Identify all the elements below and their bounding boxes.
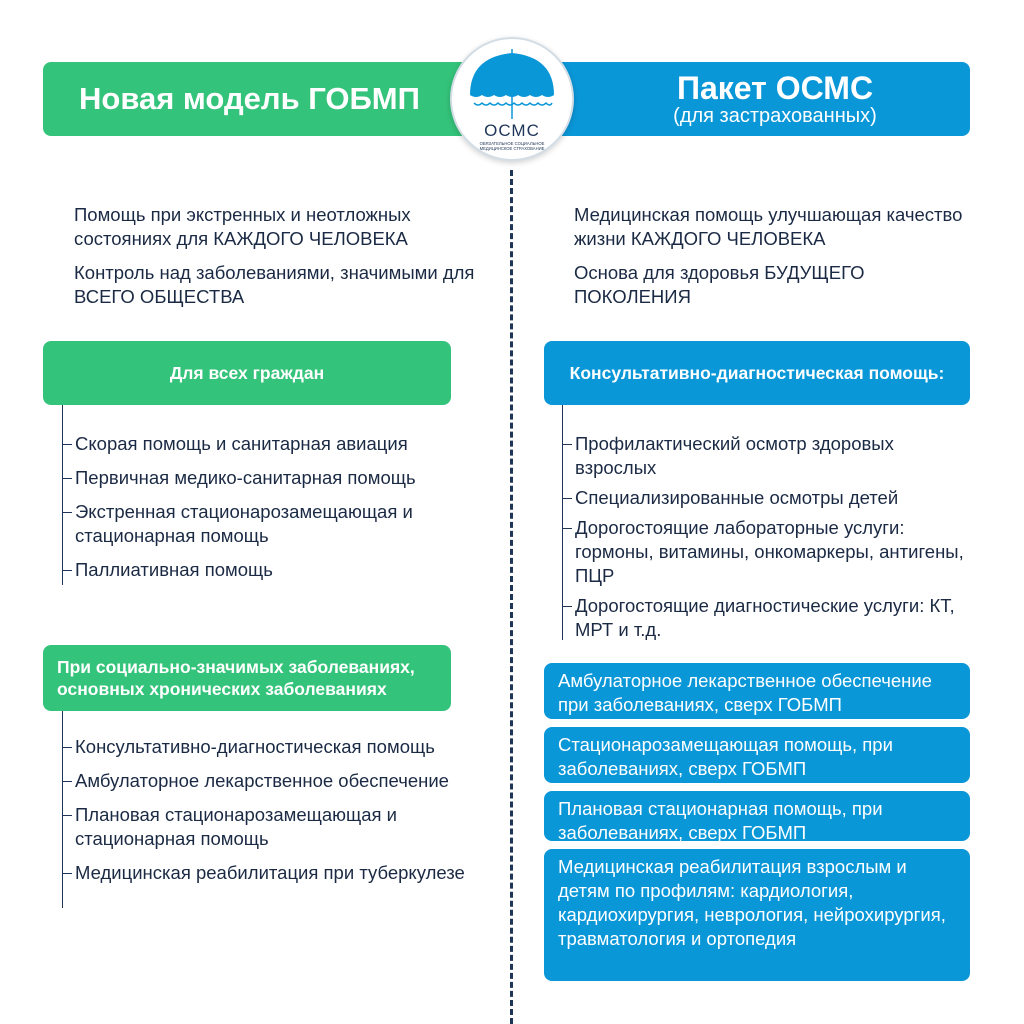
right-section1-title: Консультативно-диагностическая помощь: [569,363,945,383]
right-header-title: Пакет ОСМС [676,70,874,106]
list-item: Плановая стационарозамещающая и стационарная помощь [63,803,482,851]
list-item: Профилактический осмотр здоровых взрослых [563,432,972,480]
left-section1-title: Для всех граждан [169,362,325,383]
list-item: Паллиативная помощь [63,558,482,582]
left-header-title: Новая модель ГОБМП [79,81,420,116]
list-item: Дорогостоящие лабораторные услуги: гормоны, витамины, онкомаркеры, антигены, ПЦР [563,516,972,588]
right-header-subtitle: (для застрахованных) [673,105,877,127]
left-section2-header [43,645,451,711]
left-header [43,62,483,136]
left-section1-list [62,405,482,585]
left-section2-list [62,711,482,908]
left-section2-title: При социально-значимых заболеваниях, основных хронических заболеваниях [57,657,415,699]
list-item: Дорогостоящие диагностические услуги: КТ, МРТ и т.д. [563,594,972,642]
logo-caption-2: МЕДИЦИНСКОЕ СТРАХОВАНИЕ [479,146,545,151]
list-item: Консультативно-диагностическая помощь [63,735,482,759]
left-intro-2: Контроль над заболеваниями, значимыми для ВСЕГО ОБЩЕСТВА [74,262,475,307]
right-box-4: Медицинская реабилитация взрослым и детям по профилям: кардиология, кардиохирургия, неврология, нейрохирургия, травматология и ортопедия [544,849,970,981]
right-box-3: Плановая стационарная помощь, при заболеваниях, сверх ГОБМП [544,791,970,841]
umbrella-icon [470,49,554,119]
list-item: Скорая помощь и санитарная авиация [63,432,482,456]
right-section1-list [562,405,972,640]
list-item: Амбулаторное лекарственное обеспечение [63,769,482,793]
list-item: Специализированные осмотры детей [563,486,972,510]
left-section1-header [43,341,451,405]
center-divider [510,170,513,1024]
right-box-2: Стационарозамещающая помощь, при заболеваниях, сверх ГОБМП [544,727,970,783]
osms-logo [450,37,574,161]
logo-text: ОСМС [484,121,540,140]
right-section1-header [544,341,970,405]
left-intro-1: Помощь при экстренных и неотложных состояниях для КАЖДОГО ЧЕЛОВЕКА [74,204,411,249]
right-header [540,62,970,136]
list-item: Медицинская реабилитация при туберкулезе [63,861,482,885]
right-box-1: Амбулаторное лекарственное обеспечение при заболеваниях, сверх ГОБМП [544,663,970,719]
right-intro-2: Основа для здоровья БУДУЩЕГО ПОКОЛЕНИЯ [574,262,865,307]
logo-caption-1: ОБЯЗАТЕЛЬНОЕ СОЦИАЛЬНОЕ [479,141,545,146]
list-item: Экстренная стационарозамещающая и стационарная помощь [63,500,482,548]
list-item: Первичная медико-санитарная помощь [63,466,482,490]
right-intro-1: Медицинская помощь улучшающая качество жизни КАЖДОГО ЧЕЛОВЕКА [574,204,963,249]
